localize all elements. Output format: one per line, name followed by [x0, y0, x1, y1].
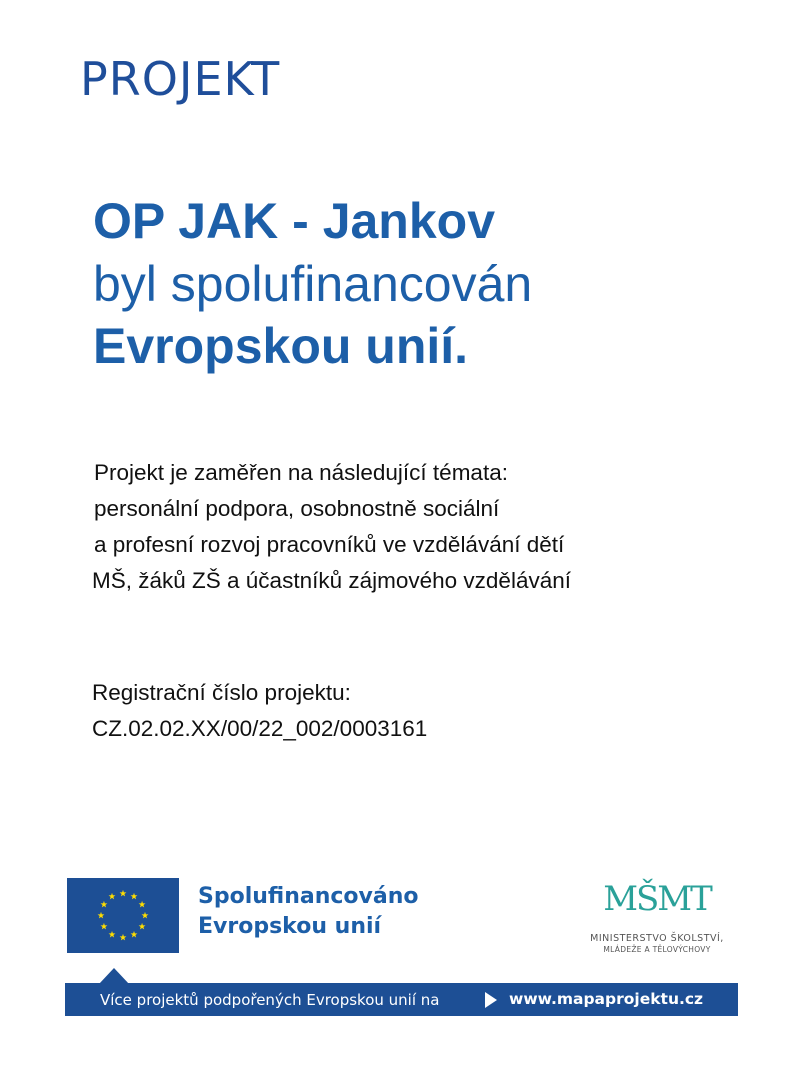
eu-logo-line-2: Evropskou unií: [198, 914, 382, 939]
topics-line-4: MŠ, žáků ZŠ a účastníků zájmového vzdělávání: [92, 568, 571, 593]
title-line-project-name: OP JAK - Jankov: [93, 193, 496, 249]
eu-logo-line-1: Spolufinancováno: [198, 884, 419, 909]
registration-block: [92, 675, 427, 747]
eu-flag-icon: [67, 878, 179, 953]
eu-cofinanced-logo-text: [198, 882, 419, 942]
banner-notch: [99, 968, 129, 984]
topics-line-2: personální podpora, osobnostně sociální: [94, 496, 500, 521]
title-line-cofinanced: byl spolufinancován: [93, 255, 533, 312]
banner-url-link[interactable]: www.mapaprojektu.cz: [509, 990, 704, 1008]
msmt-logo: [572, 874, 742, 956]
msmt-logo-line-2: MLÁDEŽE A TĚLOVÝCHOVY: [603, 945, 711, 954]
project-title: [93, 190, 532, 378]
registration-number: CZ.02.02.XX/00/22_002/0003161: [92, 716, 428, 741]
page-heading: PROJEKT: [80, 52, 281, 106]
msmt-logo-line-1: MINISTERSTVO ŠKOLSTVÍ,: [590, 933, 724, 944]
msmt-monogram: MŠMT: [603, 879, 711, 919]
title-line-eu: Evropskou unií.: [93, 318, 469, 374]
arrow-right-icon: [485, 992, 497, 1008]
topics-line-1: Projekt je zaměřen na následující témata:: [94, 460, 508, 485]
topics-line-3: a profesní rozvoj pracovníků ve vzdělávání dětí: [94, 532, 565, 557]
registration-label: Registrační číslo projektu:: [92, 680, 351, 705]
banner-text: Více projektů podpořených Evropskou unií na: [100, 991, 440, 1009]
project-topics: [92, 455, 571, 599]
